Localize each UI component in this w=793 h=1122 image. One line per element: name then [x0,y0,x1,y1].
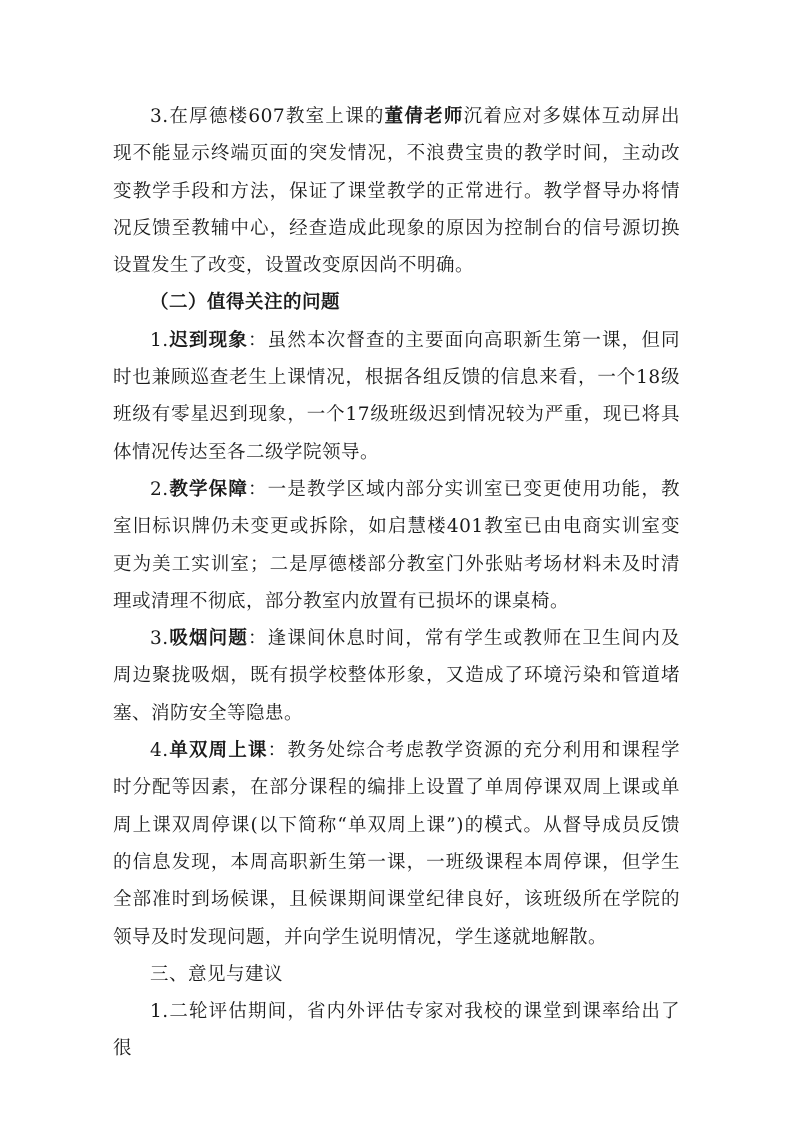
text-run: 1.二轮评估期间，省内外评估专家对我校的课堂到课率给出了很 [113,1001,680,1060]
paragraph-item-3-teacher [113,98,680,284]
paragraph-issue-4-alternate-weeks [113,732,680,956]
text-run: 1. [150,329,169,351]
text-run: ：教务处综合考虑教学资源的充分利用和课程学时分配等因素，在部分课程的编排上设置了单周停课双周上课或单周上课双周停课(以下简称“单双周上课”)的模式。从督导成员反馈的信息发现，本周高职新生第一课，一班级课程本周停课，但学生全部准时到场候课，且候课期间课堂纪律良好，该班级所在学院的领导及时发现问题，并向学生说明情况，学生遂就地解散。 [113,740,680,948]
paragraph-section-2-heading [113,284,680,321]
text-run: 沉着应对多媒体互动屏出现不能显示终端页面的突发情况，不浪费宝贵的教学时间，主动改变教学手段和方法，保证了课堂教学的正常进行。教学督导办将情况反馈至教辅中心，经查造成此现象的原因为控制台的信号源切换设置发生了改变，设置改变原因尚不明确。 [113,106,680,277]
bold-text: 教学保障 [168,478,248,500]
bold-text: 吸烟问题 [168,628,248,650]
bold-text: 单双周上课 [168,740,268,762]
text-run: ：逢课间休息时间，常有学生或教师在卫生间内及周边聚拢吸烟，既有损学校整体形象，又造成了环境污染和管道堵塞、消防安全等隐患。 [113,628,680,724]
text-run: ：虽然本次督查的主要面向高职新生第一课，但同时也兼顾巡查老生上课情况，根据各组反馈的信息来看，一个18级班级有零星迟到现象，一个17级班级迟到情况较为严重，现已将具体情况传达至各二级学院领导。 [113,329,680,463]
text-run: 三、意见与建议 [150,963,284,985]
bold-text: 迟到现象 [168,329,248,351]
text-run: 3. [150,628,169,650]
paragraph-issue-3-smoking [113,620,680,732]
text-run: 4. [150,740,169,762]
paragraph-issue-2-support [113,471,680,620]
text-run: ：一是教学区域内部分实训室已变更使用功能，教室旧标识牌仍未变更或拆除，如启慧楼401教室已由电商实训室变更为美工实训室；二是厚德楼部分教室门外张贴考场材料未及时清理或清理不彻底，部分教室内放置有已损坏的课桌椅。 [113,478,680,612]
text-run: 3.在厚德楼607教室上课的 [150,106,385,127]
paragraph-section-3-heading [113,956,680,993]
text-run: 2. [150,478,169,500]
bold-text: （二）值得关注的问题 [150,292,341,314]
paragraph-suggestion-1 [113,993,680,1068]
document-page [113,98,680,1068]
bold-text: 董倩老师 [384,106,464,127]
paragraph-issue-1-lateness [113,322,680,471]
